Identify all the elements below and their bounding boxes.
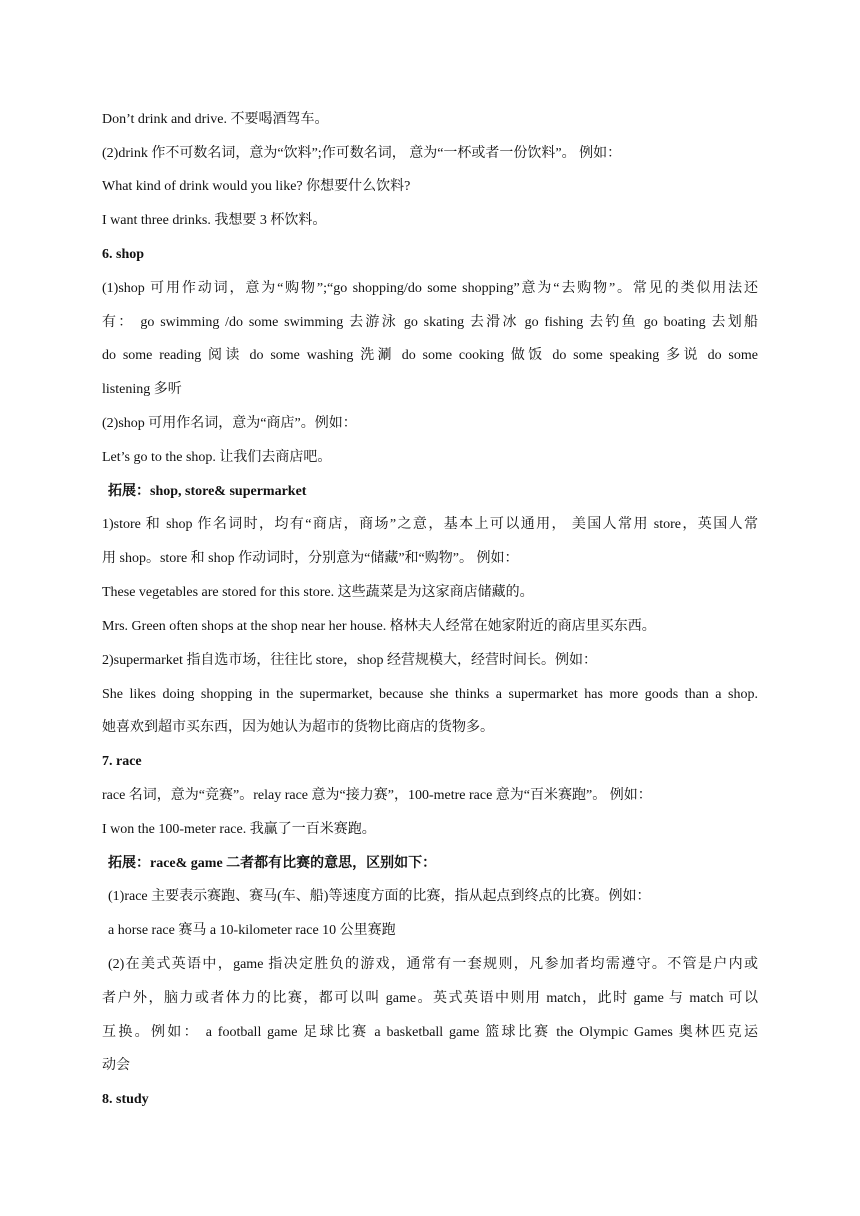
section-heading-race: 7. race: [102, 754, 142, 769]
text-line: Let’s go to the shop. 让我们去商店吧。: [102, 450, 332, 465]
text-line: (2)shop 可用作名词，意为“商店”。例如：: [102, 416, 357, 431]
text-line: 者户外，脑力或者体力的比赛，都可以叫 game。英式英语中则用 match，此时 game 与 match 可以: [102, 991, 758, 1006]
text-line: (1)shop 可用作动词，意为“购物”;“go shopping/do some shopping”意为“去购物”。常见的类似用法还: [102, 281, 758, 296]
text-line: These vegetables are stored for this store. 这些蔬菜是为这家商店储藏的。: [102, 585, 534, 600]
text-line: a horse race 赛马 a 10-kilometer race 10 公里赛跑: [108, 923, 396, 938]
text-line: do some reading 阅读 do some washing 洗涮 do some cooking 做饭 do some speaking 多说 do some: [102, 348, 758, 363]
text-line: (2)在美式英语中，game 指决定胜负的游戏，通常有一套规则，凡参加者均需遵守。不管是户内或: [108, 957, 758, 972]
section-heading-shop: 6. shop: [102, 247, 145, 262]
text-line: 2)supermarket 指自选市场，往往比 store，shop 经营规模大，经营时间长。例如：: [102, 653, 598, 668]
extension-heading-race: 拓展：race& game 二者都有比赛的意思，区别如下：: [108, 856, 437, 871]
text-line: Don’t drink and drive. 不要喝酒驾车。: [102, 112, 329, 127]
text-line: 动会: [102, 1058, 130, 1073]
text-line: (2)drink 作不可数名词，意为“饮料”;作可数名词， 意为“一杯或者一份饮料”。 例如：: [102, 146, 622, 161]
text-line: race 名词，意为“竞赛”。relay race 意为“接力赛”，100-metre race 意为“百米赛跑”。 例如：: [102, 788, 652, 803]
extension-heading-shop: 拓展：shop, store& supermarket: [108, 484, 307, 499]
text-line: 有： go swimming /do some swimming 去游泳 go skating 去滑冰 go fishing 去钓鱼 go boating 去划船: [102, 315, 758, 330]
text-line: 互换。例如： a football game 足球比赛 a basketball game 篮球比赛 the Olympic Games 奥林匹克运: [102, 1025, 758, 1040]
text-line: I won the 100-meter race. 我赢了一百米赛跑。: [102, 822, 376, 837]
text-line: 她喜欢到超市买东西，因为她认为超市的货物比商店的货物多。: [102, 720, 494, 735]
text-line: Mrs. Green often shops at the shop near her house. 格林夫人经常在她家附近的商店里买东西。: [102, 619, 656, 634]
text-line: What kind of drink would you like? 你想要什么饮料?: [102, 179, 411, 194]
text-line: 用 shop。store 和 shop 作动词时，分别意为“储藏”和“购物”。 例如：: [102, 551, 519, 566]
text-line: I want three drinks. 我想要 3 杯饮料。: [102, 213, 327, 228]
text-line: listening 多听: [102, 382, 182, 397]
text-line: (1)race 主要表示赛跑、赛马(车、船)等速度方面的比赛，指从起点到终点的比赛。例如：: [108, 889, 651, 904]
text-line: She likes doing shopping in the supermarket, because she thinks a supermarket has more goods than a shop.: [102, 687, 758, 702]
text-line: 1)store 和 shop 作名词时，均有“商店，商场”之意，基本上可以通用， 美国人常用 store，英国人常: [102, 517, 758, 532]
section-heading-study: 8. study: [102, 1092, 149, 1107]
